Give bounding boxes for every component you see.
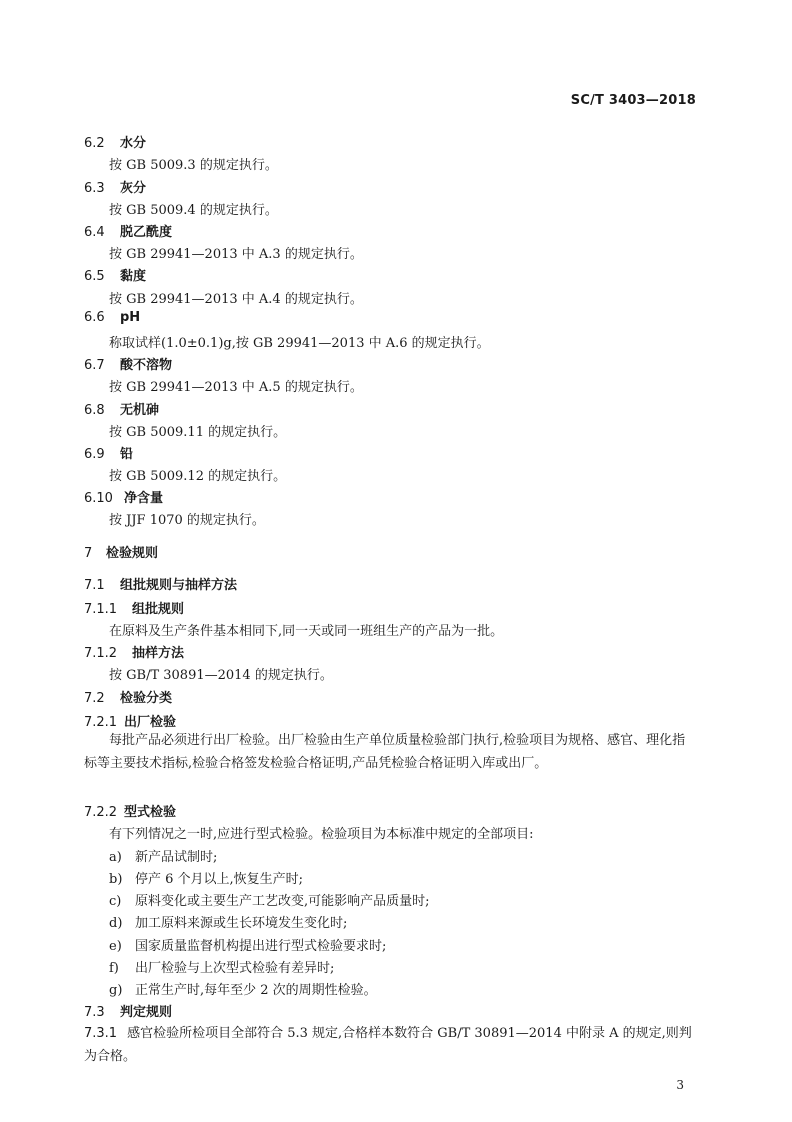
section-heading-6-2: 6.2 水分: [84, 136, 147, 151]
section-text-6-5: 按 GB 29941—2013 中 A.4 的规定执行。: [109, 292, 363, 307]
section-heading-6-8: 6.8 无机砷: [84, 403, 160, 418]
section-heading-7-2: 7.2 检验分类: [84, 691, 173, 706]
section-text-7-2-2-intro: 有下列情况之一时,应进行型式检验。检验项目为本标准中规定的全部项目:: [109, 827, 534, 842]
section-heading-7-2-2: 7.2.2 型式检验: [84, 805, 177, 820]
section-text-6-3: 按 GB 5009.4 的规定执行。: [109, 203, 278, 218]
list-item: d) 加工原料来源或生长环境发生变化时;: [109, 916, 348, 931]
page-number: 3: [676, 1078, 684, 1092]
list-item: f) 出厂检验与上次型式检验有差异时;: [109, 961, 335, 976]
section-text-6-10: 按 JJF 1070 的规定执行。: [109, 513, 265, 528]
section-heading-6-7: 6.7 酸不溶物: [84, 358, 173, 373]
standard-code: SC/T 3403—2018: [570, 93, 696, 108]
section-heading-6-5: 6.5 黏度: [84, 269, 147, 284]
section-heading-6-9: 6.9 铅: [84, 447, 134, 462]
section-heading-7-2-1: 7.2.1 出厂检验: [84, 715, 177, 730]
section-text-6-2: 按 GB 5009.3 的规定执行。: [109, 158, 278, 173]
section-heading-7-1-2: 7.1.2 抽样方法: [84, 646, 185, 661]
section-text-6-4: 按 GB 29941—2013 中 A.3 的规定执行。: [109, 247, 363, 262]
list-item: g) 正常生产时,每年至少 2 次的周期性检验。: [109, 983, 377, 998]
section-text-7-1-2: 按 GB/T 30891—2014 的规定执行。: [109, 668, 333, 683]
list-item: e) 国家质量监督机构提出进行型式检验要求时;: [109, 939, 387, 954]
section-heading-6-10: 6.10 净含量: [84, 491, 164, 506]
section-heading-7-1: 7.1 组批规则与抽样方法: [84, 578, 238, 593]
section-heading-6-4: 6.4 脱乙酰度: [84, 225, 173, 240]
section-text-6-9: 按 GB 5009.12 的规定执行。: [109, 469, 287, 484]
section-text-7-1-1: 在原料及生产条件基本相同下,同一天或同一班组生产的产品为一批。: [109, 624, 504, 639]
section-heading-7-1-1: 7.1.1 组批规则: [84, 602, 185, 617]
section-text-7-3-1: 7.3.1 感官检验所检项目全部符合 5.3 规定,合格样本数符合 GB/T 30891—2014 中附录 A 的规定,则判为合格。: [84, 1026, 692, 1064]
list-item: c) 原料变化或主要生产工艺改变,可能影响产品质量时;: [109, 894, 430, 909]
section-text-6-8: 按 GB 5009.11 的规定执行。: [109, 425, 287, 440]
section-number-7-3-1: 7.3.1: [84, 1026, 118, 1041]
section-text-6-6: 称取试样(1.0±0.1)g,按 GB 29941—2013 中 A.6 的规定执行。: [109, 336, 490, 351]
list-item: b) 停产 6 个月以上,恢复生产时;: [109, 872, 304, 887]
section-text-7-2-1: 每批产品必须进行出厂检验。出厂检验由生产单位质量检验部门执行,检验项目为规格、感官、理化指标等主要技术指标,检验合格签发检验合格证明,产品凭检验合格证明入库或出厂。: [84, 733, 686, 771]
chapter-heading-7: 7 检验规则: [84, 546, 159, 561]
section-heading-6-3: 6.3 灰分: [84, 181, 147, 196]
list-item: a) 新产品试制时;: [109, 850, 218, 865]
section-heading-6-6: 6.6 pH: [84, 310, 141, 325]
section-heading-7-3: 7.3 判定规则: [84, 1005, 173, 1020]
section-text-6-7: 按 GB 29941—2013 中 A.5 的规定执行。: [109, 380, 363, 395]
